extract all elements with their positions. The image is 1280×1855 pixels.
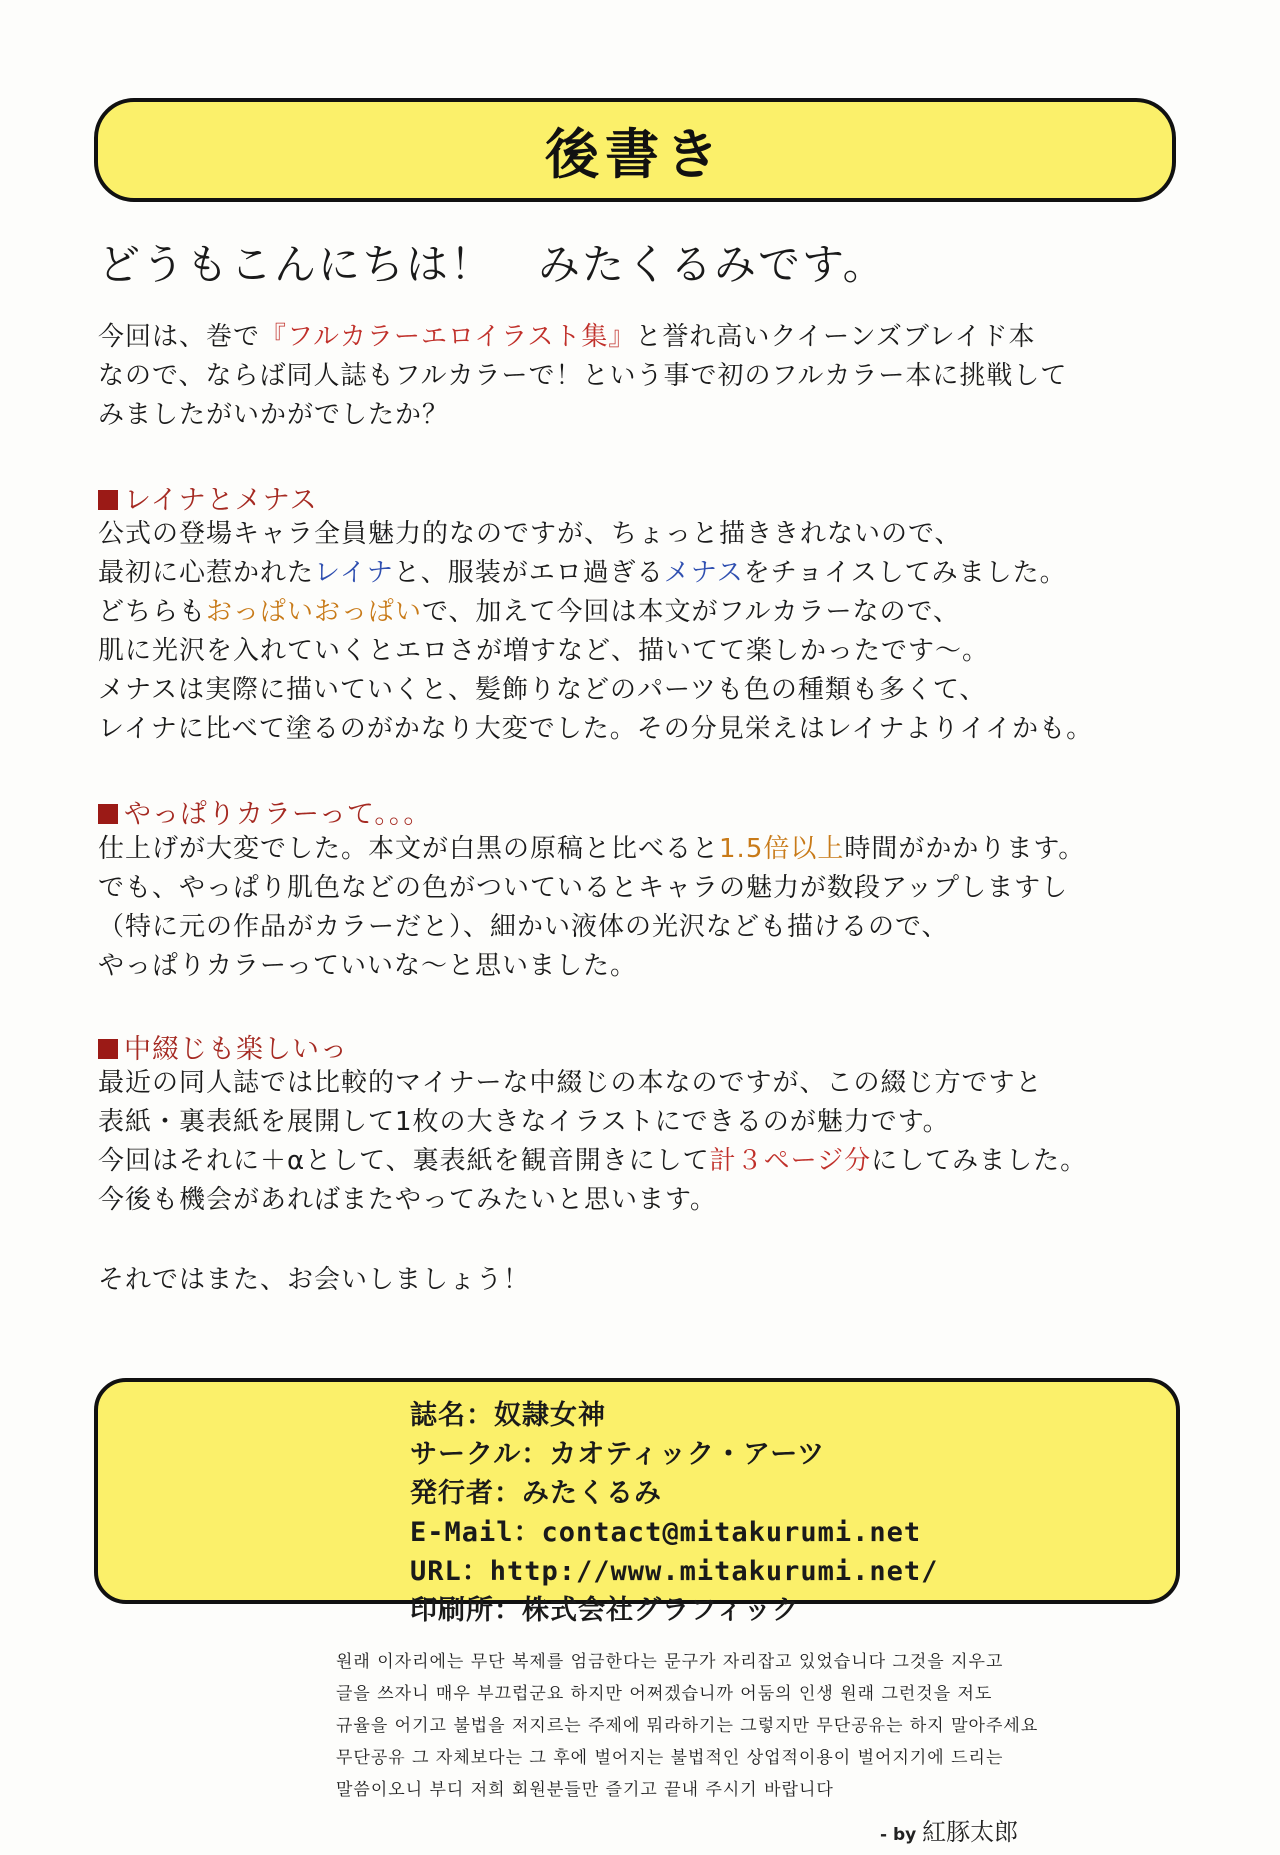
colophon-lines <box>410 1396 938 1630</box>
section2-line-3: （特に元の作品がカラーだと）、細かい液体の光沢なども描けるので、 <box>98 912 949 942</box>
body-text: をチョイスしてみました。 <box>743 558 1067 588</box>
signature <box>880 1812 1018 1847</box>
signature-name: 紅豚太郎 <box>922 1818 1019 1846</box>
korean-line-4: 무단공유 그 자체보다는 그 후에 벌어지는 불법적인 상업적이용이 벌어지기에 드리는 <box>336 1748 1004 1768</box>
bullet-square-icon <box>98 490 118 510</box>
intro-paragraph <box>98 318 1067 435</box>
section3-line-1: 最近の同人誌では比較的マイナーな中綴じの本なのですが、この綴じ方ですと <box>98 1068 1043 1098</box>
korean-line-2: 글을 쓰자니 매우 부끄럽군요 하지만 어쩌겠습니까 어둠의 인생 원래 그런것을 저도 <box>336 1684 993 1704</box>
section1-line-1: 公式の登場キャラ全員魅力的なのですが、ちょっと描ききれないので、 <box>98 519 962 549</box>
body-text: 時間がかかります。 <box>844 834 1086 864</box>
section3-line-4: 今後も機会があればまたやってみたいと思います。 <box>98 1185 717 1215</box>
section2-paragraph <box>98 830 1085 986</box>
colophon-box <box>94 1378 1180 1626</box>
colophon-publisher: 発行者：みたくるみ <box>410 1478 662 1509</box>
title-banner <box>94 98 1176 202</box>
section1-line-2 <box>98 554 1093 593</box>
intro-line-2: なので、ならば同人誌もフルカラーで！という事で初のフルカラー本に挑戦して <box>98 361 1068 391</box>
section1-paragraph <box>98 515 1093 749</box>
colophon-printer: 印刷所：株式会社グラフィック <box>410 1595 800 1626</box>
section1-line-4: 肌に光沢を入れていくとエロさが増すなど、描いてて楽しかったです～。 <box>98 636 990 666</box>
korean-line-3: 규율을 어기고 불법을 저지르는 주제에 뭐라하기는 그렇지만 무단공유는 하지 말아주세요 <box>336 1716 1039 1736</box>
page-title: 後書き <box>545 122 725 186</box>
section3-paragraph <box>98 1064 1087 1220</box>
section1-line-6: レイナに比べて塗るのがかなり大変でした。その分見栄えはレイナよりイイかも。 <box>98 714 1094 744</box>
korean-line-5: 말씀이오니 부디 저희 회원분들만 즐기고 끝내 주시기 바랍니다 <box>336 1780 834 1800</box>
colophon-url: URL：http://www.mitakurumi.net/ <box>410 1556 939 1587</box>
section-heading-reina-menace <box>98 478 318 517</box>
colophon-circle: サークル：カオティック・アーツ <box>410 1439 826 1470</box>
body-text: 最初に心惹かれた <box>98 558 315 588</box>
bullet-square-icon <box>98 1039 118 1059</box>
highlight-oppai: おっぱいおっぱい <box>206 597 423 627</box>
korean-line-1: 원래 이자리에는 무단 복제를 엄금한다는 문구가 자리잡고 있었습니다 그것을 지우고 <box>336 1652 1004 1672</box>
colophon-email: E-Mail：contact@mitakurumi.net <box>410 1517 922 1548</box>
section3-line-2: 表紙・裏表紙を展開して1枚の大きなイラストにできるのが魅力です。 <box>98 1107 950 1137</box>
closing-paragraph <box>98 1261 530 1300</box>
section3-line-3 <box>98 1142 1087 1181</box>
section2-line-4: やっぱりカラーっていいな～と思いました。 <box>98 951 637 981</box>
highlight-menace: メナス <box>663 558 744 588</box>
intro-line-1 <box>98 318 1067 357</box>
section2-line-1 <box>98 830 1085 869</box>
body-text: と、服装がエロ過ぎる <box>393 558 664 588</box>
intro-line-3: みましたがいかがでしたか？ <box>98 400 450 430</box>
intro-text: 今回は、巻で <box>98 322 261 352</box>
highlight-title: 『フルカラーエロイラスト集』 <box>260 322 636 352</box>
section-heading-color <box>98 792 431 831</box>
body-text: どちらも <box>98 597 207 627</box>
section2-line-2: でも、やっぱり肌色などの色がついているとキャラの魅力が数段アップしますし <box>98 873 1069 903</box>
closing-line: それではまた、お会いしましょう！ <box>98 1265 531 1295</box>
body-text: にしてみました。 <box>871 1146 1088 1176</box>
korean-note <box>336 1646 1038 1806</box>
section1-line-5: メナスは実際に描いていくと、髪飾りなどのパーツも色の種類も多くて、 <box>98 675 987 705</box>
highlight-pages: 計３ページ分 <box>709 1146 872 1176</box>
signature-prefix: - by <box>880 1825 923 1845</box>
intro-text: と誉れ高いクイーンズブレイド本 <box>635 322 1036 352</box>
section1-line-3 <box>98 593 1093 632</box>
colophon-title: 誌名：奴隷女神 <box>410 1400 606 1431</box>
heading-text: やっぱりカラーって。。。 <box>124 799 432 830</box>
highlight-time: 1.5倍以上 <box>719 834 845 864</box>
heading-text: レイナとメナス <box>124 485 318 516</box>
section-heading-saddle-stitch <box>98 1027 348 1066</box>
highlight-reina: レイナ <box>314 558 394 588</box>
heading-text: 中綴じも楽しいっ <box>124 1034 348 1065</box>
bullet-square-icon <box>98 804 118 824</box>
body-text: で、加えて今回は本文がフルカラーなので、 <box>422 597 960 627</box>
body-text: 仕上げが大変でした。本文が白黒の原稿と比べると <box>98 834 720 864</box>
greeting: どうもこんにちは！ みたくるみです。 <box>98 240 887 289</box>
body-text: 今回はそれに＋αとして、裏表紙を観音開きにして <box>98 1146 710 1176</box>
